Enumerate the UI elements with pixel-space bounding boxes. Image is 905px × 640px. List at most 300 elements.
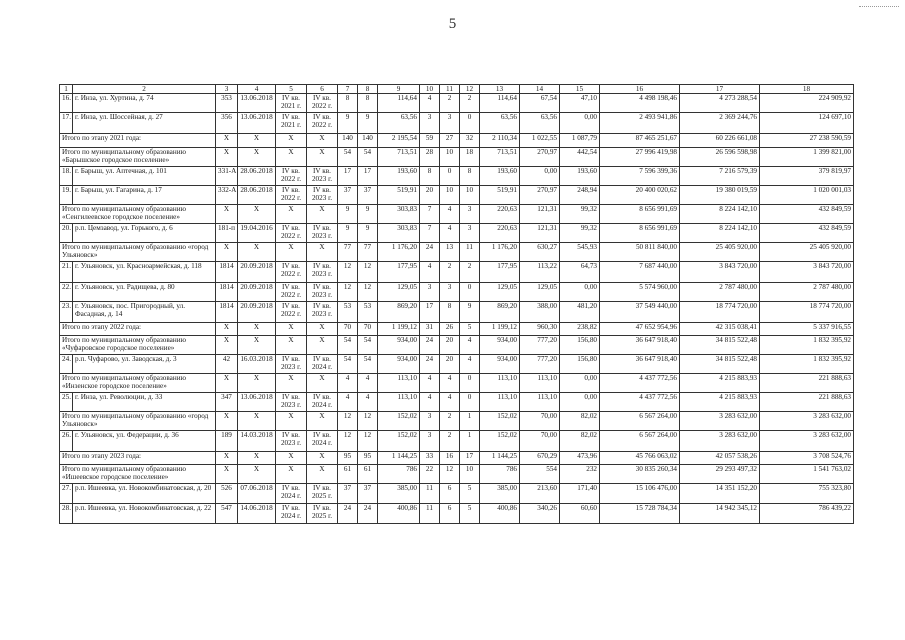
value-c9: 303,83 [378,205,420,224]
column-number: 8 [358,85,378,94]
value-c7: 61 [338,465,358,484]
document-date: 20.09.2018 [238,262,276,283]
value-c15: 545,93 [560,243,600,262]
planned-start: IV кв. 2021 г. [276,113,307,134]
value-c12: 0 [460,113,480,134]
column-number: 12 [460,85,480,94]
value-c10: 8 [420,167,440,186]
document-number: X [216,148,238,167]
house-address: г. Инза, ул. Хуртина, д. 74 [73,94,216,113]
subtotal-row [60,205,854,224]
value-c17: 3 283 632,00 [680,412,760,431]
document-date: X [238,374,276,393]
value-c16: 27 996 419,98 [600,148,680,167]
value-c13: 385,00 [480,484,520,504]
value-c17: 7 216 579,39 [680,167,760,186]
value-c10: 3 [420,412,440,431]
value-c17: 8 224 142,10 [680,224,760,243]
value-c16: 36 647 918,40 [600,355,680,374]
subtotal-label: Итого по этапу 2022 года: [60,323,216,336]
value-c11: 26 [440,323,460,336]
value-c12: 5 [460,504,480,524]
value-c15: 82,02 [560,431,600,452]
value-c9: 1 199,12 [378,323,420,336]
subtotal-row [60,336,854,355]
value-c12: 0 [460,393,480,412]
document-number: X [216,452,238,465]
document-date: X [238,205,276,224]
value-c17: 4 215 883,93 [680,374,760,393]
value-c8: 95 [358,452,378,465]
value-c12: 4 [460,355,480,374]
column-number: 10 [420,85,440,94]
value-c15: 193,60 [560,167,600,186]
value-c12: 11 [460,243,480,262]
value-c16: 8 656 991,69 [600,205,680,224]
value-c14: 777,20 [520,336,560,355]
value-c16: 7 687 440,00 [600,262,680,283]
value-c9: 303,83 [378,224,420,243]
subtotal-label: Итого по муниципальному образованию «город Ульяновск» [60,412,216,431]
value-c18: 2 787 480,00 [760,283,854,302]
value-c15: 0,00 [560,113,600,134]
value-c8: 4 [358,393,378,412]
value-c14: 121,31 [520,224,560,243]
value-c11: 20 [440,336,460,355]
value-c17: 8 224 142,10 [680,205,760,224]
value-c13: 1 144,25 [480,452,520,465]
value-c11: 2 [440,262,460,283]
value-c8: 54 [358,148,378,167]
planned-end: X [307,243,338,262]
value-c16: 4 498 198,46 [600,94,680,113]
value-c14: 113,10 [520,393,560,412]
value-c16: 4 437 772,56 [600,374,680,393]
subtotal-label: Итого по муниципальному образованию «город Ульяновск» [60,243,216,262]
table-row [60,302,854,323]
value-c13: 1 199,12 [480,323,520,336]
planned-end: IV кв. 2023 г. [307,224,338,243]
value-c17: 29 293 497,32 [680,465,760,484]
value-c13: 1 176,20 [480,243,520,262]
value-c18: 786 439,22 [760,504,854,524]
house-address: г. Ульяновск, ул. Федерации, д. 36 [73,431,216,452]
value-c8: 53 [358,302,378,323]
table-row [60,224,854,243]
value-c10: 4 [420,94,440,113]
value-c8: 12 [358,262,378,283]
value-c7: 37 [338,484,358,504]
value-c13: 113,10 [480,374,520,393]
planned-end: IV кв. 2024 г. [307,355,338,374]
table-row [60,167,854,186]
value-c14: 121,31 [520,205,560,224]
house-address: г. Барыш, ул. Гагарина, д. 17 [73,186,216,205]
value-c14: 670,29 [520,452,560,465]
value-c18: 1 832 395,92 [760,336,854,355]
value-c7: 9 [338,224,358,243]
value-c10: 4 [420,393,440,412]
row-number: 20. [60,224,73,243]
value-c13: 63,56 [480,113,520,134]
table-row [60,504,854,524]
value-c13: 220,63 [480,205,520,224]
value-c18: 1 541 763,02 [760,465,854,484]
value-c13: 934,00 [480,355,520,374]
column-number: 13 [480,85,520,94]
column-number: 3 [216,85,238,94]
document-date: 13.06.2018 [238,113,276,134]
value-c13: 129,05 [480,283,520,302]
value-c8: 70 [358,323,378,336]
value-c7: 12 [338,412,358,431]
document-number: X [216,336,238,355]
column-number: 7 [338,85,358,94]
document-date: 28.06.2018 [238,167,276,186]
planned-start: X [276,243,307,262]
row-number: 21. [60,262,73,283]
value-c16: 20 400 020,62 [600,186,680,205]
value-c12: 2 [460,262,480,283]
value-c10: 11 [420,504,440,524]
planned-end: IV кв. 2025 г. [307,484,338,504]
value-c15: 47,10 [560,94,600,113]
value-c7: 37 [338,186,358,205]
document-number: X [216,323,238,336]
planned-start: X [276,134,307,148]
house-address: г. Инза, ул. Революции, д. 33 [73,393,216,412]
document-number: 1814 [216,262,238,283]
value-c9: 385,00 [378,484,420,504]
value-c18: 27 238 590,59 [760,134,854,148]
document-date: X [238,243,276,262]
planned-end: IV кв. 2023 г. [307,302,338,323]
value-c18: 432 849,59 [760,224,854,243]
resettlement-table [59,84,854,524]
value-c14: 0,00 [520,167,560,186]
value-c12: 3 [460,205,480,224]
value-c9: 519,91 [378,186,420,205]
value-c11: 2 [440,412,460,431]
value-c9: 934,00 [378,355,420,374]
value-c16: 45 766 063,02 [600,452,680,465]
value-c11: 27 [440,134,460,148]
document-number: X [216,134,238,148]
value-c7: 53 [338,302,358,323]
value-c7: 54 [338,148,358,167]
planned-end: IV кв. 2024 г. [307,393,338,412]
table-row [60,431,854,452]
value-c10: 11 [420,484,440,504]
value-c13: 152,02 [480,412,520,431]
value-c17: 34 815 522,48 [680,355,760,374]
value-c8: 77 [358,243,378,262]
value-c10: 4 [420,374,440,393]
row-number: 26. [60,431,73,452]
value-c11: 6 [440,484,460,504]
house-address: г. Ульяновск, ул. Красноармейская, д. 118 [73,262,216,283]
house-address: г. Ульяновск, ул. Радищева, д. 80 [73,283,216,302]
value-c10: 22 [420,465,440,484]
column-number: 1 [60,85,73,94]
planned-end: IV кв. 2024 г. [307,431,338,452]
value-c8: 37 [358,484,378,504]
document-number: 526 [216,484,238,504]
planned-end: X [307,465,338,484]
document-number: 1814 [216,302,238,323]
planned-start: IV кв. 2023 г. [276,355,307,374]
value-c8: 54 [358,336,378,355]
value-c8: 4 [358,374,378,393]
value-c7: 140 [338,134,358,148]
value-c17: 4 273 288,54 [680,94,760,113]
value-c8: 9 [358,205,378,224]
value-c11: 10 [440,186,460,205]
value-c9: 63,56 [378,113,420,134]
value-c17: 4 215 883,93 [680,393,760,412]
value-c10: 59 [420,134,440,148]
value-c15: 442,54 [560,148,600,167]
value-c15: 248,94 [560,186,600,205]
value-c7: 95 [338,452,358,465]
value-c10: 33 [420,452,440,465]
value-c8: 12 [358,283,378,302]
planned-end: IV кв. 2023 г. [307,186,338,205]
value-c10: 4 [420,262,440,283]
column-number: 14 [520,85,560,94]
value-c7: 12 [338,262,358,283]
document-date: 19.04.2016 [238,224,276,243]
value-c10: 3 [420,113,440,134]
value-c12: 1 [460,412,480,431]
document-date: X [238,412,276,431]
value-c7: 77 [338,243,358,262]
value-c11: 16 [440,452,460,465]
value-c11: 4 [440,393,460,412]
document-number: X [216,374,238,393]
value-c9: 129,05 [378,283,420,302]
value-c18: 755 323,80 [760,484,854,504]
planned-end: X [307,374,338,393]
value-c14: 70,00 [520,412,560,431]
value-c14: 777,20 [520,355,560,374]
row-number: 22. [60,283,73,302]
planned-start: X [276,323,307,336]
value-c18: 1 399 821,00 [760,148,854,167]
subtotal-row [60,412,854,431]
column-number: 6 [307,85,338,94]
document-date: 07.06.2018 [238,484,276,504]
value-c16: 2 493 941,86 [600,113,680,134]
document-date: 14.06.2018 [238,504,276,524]
value-c7: 54 [338,336,358,355]
value-c9: 177,95 [378,262,420,283]
value-c7: 9 [338,205,358,224]
value-c7: 4 [338,393,358,412]
value-c15: 238,82 [560,323,600,336]
column-number: 18 [760,85,854,94]
column-number: 4 [238,85,276,94]
value-c11: 2 [440,94,460,113]
document-date: 14.03.2018 [238,431,276,452]
house-address: р.п. Цемзавод, ул. Горького, д. 6 [73,224,216,243]
value-c7: 70 [338,323,358,336]
planned-start: IV кв. 2023 г. [276,393,307,412]
document-number: 332-А [216,186,238,205]
value-c16: 6 567 264,00 [600,431,680,452]
planned-end: X [307,323,338,336]
subtotal-label: Итого по муниципальному образованию «Барышское городское поселение» [60,148,216,167]
document-date: X [238,323,276,336]
value-c8: 8 [358,94,378,113]
value-c12: 5 [460,323,480,336]
value-c15: 0,00 [560,374,600,393]
document-date: X [238,148,276,167]
planned-end: IV кв. 2025 г. [307,504,338,524]
value-c18: 3 283 632,00 [760,412,854,431]
value-c10: 24 [420,336,440,355]
value-c15: 473,96 [560,452,600,465]
value-c17: 18 774 720,00 [680,302,760,323]
subtotal-label: Итого по муниципальному образованию «Ишеевское городское поселение» [60,465,216,484]
value-c15: 64,73 [560,262,600,283]
value-c15: 60,60 [560,504,600,524]
value-c14: 70,00 [520,431,560,452]
planned-start: IV кв. 2024 г. [276,484,307,504]
value-c8: 12 [358,412,378,431]
subtotal-label: Итого по муниципальному образованию «Чуфаровское городское поселение» [60,336,216,355]
value-c9: 113,10 [378,374,420,393]
value-c7: 9 [338,113,358,134]
planned-end: X [307,336,338,355]
value-c17: 34 815 522,48 [680,336,760,355]
table-row [60,94,854,113]
planned-start: X [276,412,307,431]
column-number: 11 [440,85,460,94]
subtotal-row [60,243,854,262]
value-c12: 3 [460,224,480,243]
document-number: 181-п [216,224,238,243]
value-c14: 1 022,55 [520,134,560,148]
value-c8: 54 [358,355,378,374]
value-c9: 114,64 [378,94,420,113]
value-c18: 5 337 916,55 [760,323,854,336]
value-c18: 1 020 001,03 [760,186,854,205]
column-number-row [60,85,854,94]
table-row [60,484,854,504]
column-number: 17 [680,85,760,94]
table-row [60,262,854,283]
planned-end: X [307,452,338,465]
subtotal-label: Итого по этапу 2023 года: [60,452,216,465]
value-c14: 270,97 [520,148,560,167]
value-c9: 113,10 [378,393,420,412]
value-c13: 177,95 [480,262,520,283]
value-c11: 3 [440,283,460,302]
document-date: 13.06.2018 [238,94,276,113]
corner-mark [859,6,899,7]
value-c15: 0,00 [560,283,600,302]
value-c18: 3 708 524,76 [760,452,854,465]
document-number: 1814 [216,283,238,302]
value-c12: 0 [460,374,480,393]
document-number: 331-А [216,167,238,186]
value-c17: 3 283 632,00 [680,431,760,452]
row-number: 19. [60,186,73,205]
column-number: 16 [600,85,680,94]
subtotal-row [60,465,854,484]
document-date: 28.06.2018 [238,186,276,205]
value-c7: 24 [338,504,358,524]
value-c11: 3 [440,113,460,134]
value-c14: 113,10 [520,374,560,393]
planned-start: X [276,148,307,167]
value-c18: 1 832 395,92 [760,355,854,374]
value-c11: 20 [440,355,460,374]
document-date: X [238,134,276,148]
value-c11: 6 [440,504,460,524]
value-c7: 4 [338,374,358,393]
value-c14: 388,00 [520,302,560,323]
value-c17: 25 405 920,00 [680,243,760,262]
planned-start: X [276,336,307,355]
value-c14: 270,97 [520,186,560,205]
planned-end: IV кв. 2023 г. [307,262,338,283]
value-c10: 31 [420,323,440,336]
document-number: 347 [216,393,238,412]
value-c10: 3 [420,431,440,452]
document-date: X [238,465,276,484]
value-c9: 713,51 [378,148,420,167]
value-c18: 18 774 720,00 [760,302,854,323]
value-c17: 3 843 720,00 [680,262,760,283]
value-c12: 10 [460,465,480,484]
document-date: 16.03.2018 [238,355,276,374]
value-c7: 8 [338,94,358,113]
value-c10: 28 [420,148,440,167]
column-number: 5 [276,85,307,94]
planned-start: IV кв. 2021 г. [276,94,307,113]
value-c13: 934,00 [480,336,520,355]
value-c14: 63,56 [520,113,560,134]
subtotal-row [60,134,854,148]
value-c15: 156,80 [560,355,600,374]
value-c13: 519,91 [480,186,520,205]
planned-end: X [307,205,338,224]
value-c14: 129,05 [520,283,560,302]
column-number: 9 [378,85,420,94]
value-c8: 17 [358,167,378,186]
value-c11: 4 [440,205,460,224]
value-c9: 400,86 [378,504,420,524]
value-c14: 960,30 [520,323,560,336]
value-c16: 30 835 260,34 [600,465,680,484]
value-c8: 9 [358,113,378,134]
value-c18: 221 888,63 [760,393,854,412]
value-c14: 340,26 [520,504,560,524]
value-c15: 82,02 [560,412,600,431]
value-c9: 152,02 [378,412,420,431]
document-date: 20.09.2018 [238,302,276,323]
planned-end: IV кв. 2023 г. [307,283,338,302]
document-number: 189 [216,431,238,452]
table-row [60,113,854,134]
planned-start: IV кв. 2022 г. [276,167,307,186]
row-number: 28. [60,504,73,524]
value-c17: 19 380 019,59 [680,186,760,205]
value-c16: 4 437 772,56 [600,393,680,412]
planned-start: X [276,205,307,224]
